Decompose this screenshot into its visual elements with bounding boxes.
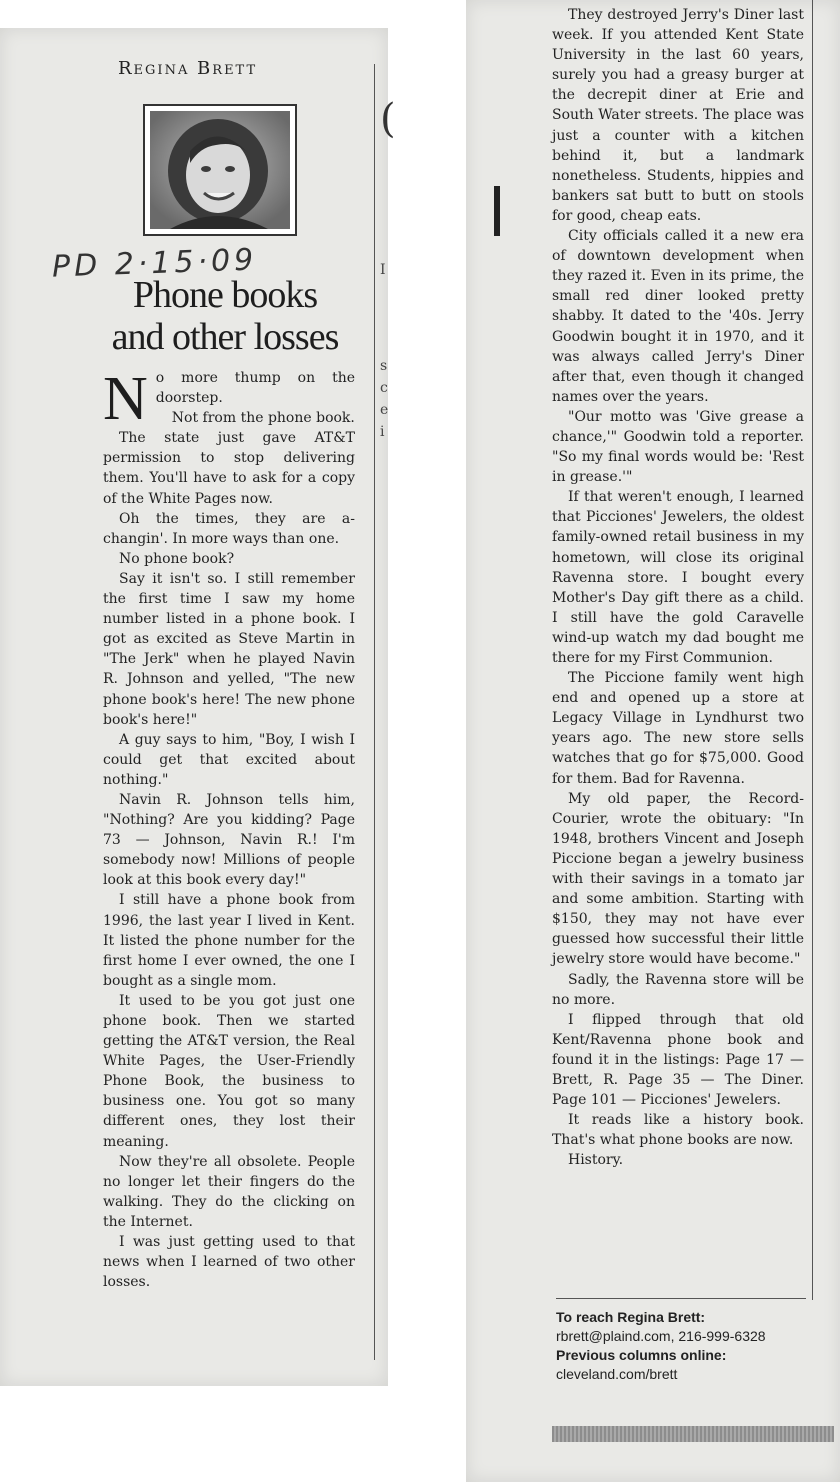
paragraph: Navin R. Johnson tells him, "Nothing? Are you kidding? Page 73 — Johnson, Navin R.! I'm somebody now! Millions of people look at this book every day!" xyxy=(103,791,355,889)
column-divider-right xyxy=(812,0,813,1300)
paragraph: Now they're all obsolete. People no longer let their fingers do the walking. They do the clicking on the Internet. xyxy=(103,1153,355,1230)
headline-line-2: and other losses xyxy=(111,316,339,358)
paragraph: If that weren't enough, I learned that Picciones' Jewelers, the oldest family-owned retail business in my hometown, will close its original Ravenna store. I bought every Mother's Day gift there as a child. I still have the gold Caravelle wind-up watch my dad bought me there for my First Communion. xyxy=(552,489,804,666)
contact-box xyxy=(556,1308,806,1384)
adjacent-column-fragment: e xyxy=(380,402,389,418)
paragraph: Sadly, the Ravenna store will be no more. xyxy=(552,971,804,1008)
paragraph: The Piccione family went high end and opened up a store at Legacy Village in Lyndhurst two years ago. The new store sells watches that go for $75,000. Good for them. Bad for Ravenna. xyxy=(552,670,804,787)
author-portrait-image xyxy=(150,111,290,229)
paragraph: City officials called it a new era of downtown development when they razed it. Even in its prime, the small red diner looked pretty shabby. It dated to the '40s. Jerry Goodwin bought it in 1970, and it was always called Jerry's Diner after that, even though it changed names over the years. xyxy=(552,228,804,405)
adjacent-column-fragment: ( xyxy=(380,96,396,142)
handwritten-date-note: PD 2·15·09 xyxy=(51,242,258,285)
paragraph: The state just gave AT&T permission to stop delivering them. You'll have to ask for a copy of the White Pages now. xyxy=(103,430,355,507)
contact-previous-label: Previous columns online: xyxy=(556,1347,727,1363)
paragraph: My old paper, the Record-Courier, wrote the obituary: "In 1948, brothers Vincent and Joseph Piccione began a jewelry business with their savings in a tomato jar and some ambition. Starting with $150, they may not have ever guessed how successful their little jewelry store would have become." xyxy=(552,790,804,968)
author-photo xyxy=(143,104,297,236)
footer-bar xyxy=(552,1426,834,1442)
dropcap: N xyxy=(103,365,148,433)
article-text-left xyxy=(103,365,355,1292)
paragraph: No phone book? xyxy=(119,550,235,567)
paragraph: I still have a phone book from 1996, the last year I lived in Kent. It listed the phone number for the first home I ever owned, the one I bought as a single mom. xyxy=(103,892,355,989)
paragraph: History. xyxy=(568,1152,624,1169)
byline: Regina Brett xyxy=(118,58,258,79)
paragraph: Not from the phone book. xyxy=(171,410,355,427)
article-text-right xyxy=(552,5,804,1170)
paragraph: I flipped through that old Kent/Ravenna phone book and found it in the listings: Page 17 — Brett, R. Page 35 — The Diner. Page 101 — Picciones' Jewelers. xyxy=(552,1011,804,1109)
headline-line-1: Phone books xyxy=(132,274,318,316)
paragraph: "Our motto was 'Give grease a chance,'" Goodwin told a reporter. "So my final words would be: 'Rest in grease.'" xyxy=(552,408,804,486)
adjacent-column-fragment: I xyxy=(380,262,386,278)
paragraph: Oh the times, they are a-changin'. In more ways than one. xyxy=(103,510,355,547)
contact-url: cleveland.com/brett xyxy=(556,1366,678,1382)
paragraph: o more thump on the doorstep. xyxy=(155,370,355,407)
contact-email-phone: rbrett@plaind.com, 216-999-6328 xyxy=(556,1328,766,1344)
adjacent-column-fragment: i xyxy=(380,424,385,440)
headline xyxy=(100,274,350,358)
paragraph: They destroyed Jerry's Diner last week. If you attended Kent State University in the last 60 years, surely you had a greasy burger at the decrepit diner at Erie and South Water streets. The place was just a counter with a kitchen behind it, but a landmark nonetheless. Students, hippies and bankers sat butt to butt on stools for good, cheap eats. xyxy=(552,7,804,224)
column-mark xyxy=(494,186,500,236)
contact-divider xyxy=(556,1298,806,1299)
adjacent-column-fragment: s xyxy=(380,358,388,374)
column-divider-left xyxy=(374,64,375,1360)
paragraph: Say it isn't so. I still remember the first time I saw my home number listed in a phone book. I got as excited as Steve Martin in "The Jerk" when he played Navin R. Johnson and yelled, "The new phone book's here! The new phone book's here!" xyxy=(103,570,355,728)
adjacent-column-fragment: c xyxy=(380,380,388,396)
paragraph: A guy says to him, "Boy, I wish I could get that excited about nothing." xyxy=(103,731,355,788)
paragraph: I was just getting used to that news when I learned of two other losses. xyxy=(103,1234,355,1291)
paragraph: It reads like a history book. That's what phone books are now. xyxy=(552,1112,804,1149)
paragraph: It used to be you got just one phone book. Then we started getting the AT&T version, the Real White Pages, the User-Friendly Phone Book, the business to business one. You got so many different ones, they lost their meaning. xyxy=(103,992,355,1150)
contact-reach-label: To reach Regina Brett: xyxy=(556,1309,706,1325)
